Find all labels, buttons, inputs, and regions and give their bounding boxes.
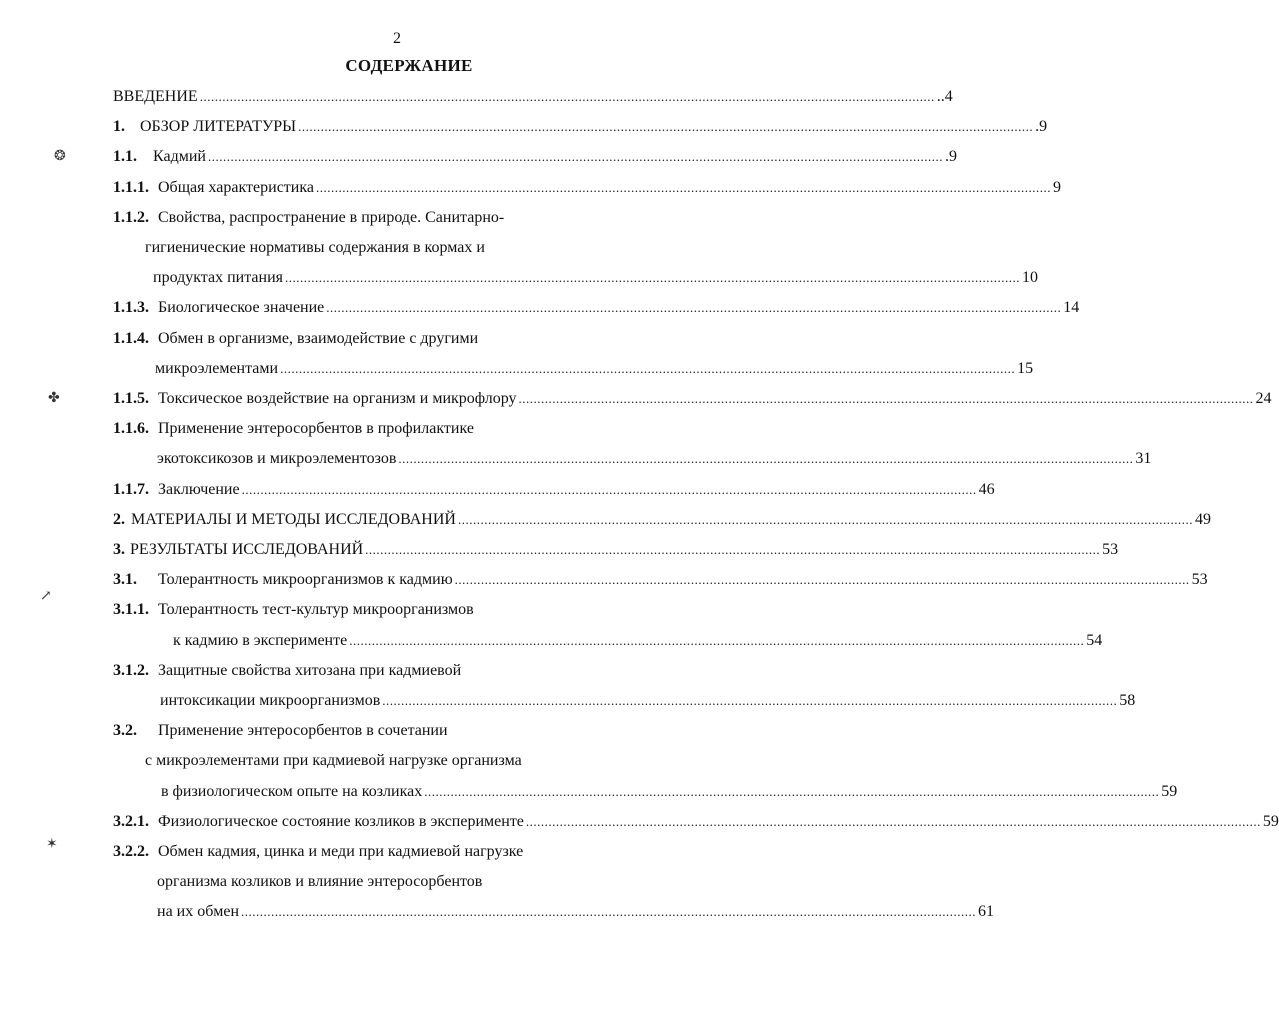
toc-dot-leader: ....................................................................................................................................................................................................: [454, 572, 1190, 588]
toc-entry-text: ВВЕДЕНИЕ: [113, 88, 198, 105]
toc-entry-text: Общая характеристика: [158, 178, 314, 196]
toc-line: [113, 237, 669, 259]
toc-page-number: ..4: [936, 88, 953, 105]
toc-line: [113, 297, 1080, 319]
toc-dot-leader: ....................................................................................................................................................................................................: [518, 391, 1254, 406]
toc-entry-text: микроэлементами: [155, 359, 279, 377]
toc-line: [113, 418, 669, 440]
toc-line: [113, 690, 1136, 712]
toc-entry-text: в физиологическом опыте на козликах: [161, 782, 423, 800]
toc-entry-number: 1.1.3.: [113, 299, 149, 317]
toc-line: [113, 539, 1119, 561]
toc-page-number: 59: [1262, 812, 1279, 830]
toc-entry-text: к кадмию в эксперименте: [173, 631, 348, 649]
toc-entry-number: 3.: [113, 541, 125, 558]
toc-entry-text: РЕЗУЛЬТАТЫ ИССЛЕДОВАНИЙ: [130, 541, 364, 558]
toc-page-number: 10: [1022, 269, 1038, 287]
toc-dot-leader: ....................................................................................................................................................................................................: [298, 119, 1034, 135]
toc-line: [113, 569, 1208, 591]
toc-entry-text: на их обмен: [157, 903, 239, 921]
toc-title: СОДЕРЖАНИЕ: [345, 56, 473, 75]
toc-line: [113, 750, 669, 772]
toc-entry-text: Свойства, распространение в природе. Санитарно-: [158, 208, 505, 226]
toc-entry-text: Толерантность тест-культур микроорганизмов: [158, 601, 474, 619]
toc-entry-number: 3.2.2.: [113, 843, 149, 860]
toc-dot-leader: ....................................................................................................................................................................................................: [285, 270, 1020, 286]
toc-line: [113, 86, 953, 108]
toc-page-number: 49: [1194, 510, 1211, 528]
toc-line: [113, 509, 1211, 531]
toc-line: [113, 841, 669, 863]
toc-line: [113, 660, 669, 682]
toc-page-number: .9: [944, 148, 957, 166]
toc-line: [113, 599, 669, 621]
toc-entry-number: 1.1.2.: [113, 208, 149, 226]
toc-entry-text: интоксикации микроорганизмов: [160, 692, 381, 709]
toc-line: [113, 328, 669, 350]
toc-entry-text: ОБЗОР ЛИТЕРАТУРЫ: [140, 118, 297, 136]
toc-entry-number: 1.1.7.: [113, 480, 149, 498]
toc-dot-leader: ....................................................................................................................................................................................................: [241, 904, 976, 920]
toc-dot-leader: ....................................................................................................................................................................................................: [315, 179, 1051, 195]
toc-line: [113, 146, 957, 168]
toc-entry-number: 1.1.5.: [113, 390, 149, 407]
toc-line: [113, 358, 1034, 380]
toc-dot-leader: ....................................................................................................................................................................................................: [457, 511, 1193, 527]
toc-entry-text: Применение энтеросорбентов в профилактике: [158, 420, 474, 438]
toc-line: [113, 901, 994, 923]
toc-dot-leader: ....................................................................................................................................................................................................: [525, 813, 1261, 829]
toc-line: [113, 116, 1048, 138]
toc-line: [113, 720, 669, 742]
toc-entry-number: 3.1.: [113, 571, 137, 589]
toc-entry-number: 3.2.: [113, 722, 137, 740]
toc-dot-leader: ....................................................................................................................................................................................................: [326, 300, 1062, 316]
toc-entry-text: Обмен в организме, взаимодействие с другими: [158, 329, 479, 347]
toc-page-number: 15: [1017, 359, 1034, 377]
toc-entry-number: 3.2.1.: [113, 812, 149, 830]
toc-page-number: 59: [1161, 782, 1178, 800]
toc-dot-leader: ....................................................................................................................................................................................................: [207, 149, 943, 165]
toc-dot-leader: ....................................................................................................................................................................................................: [280, 360, 1016, 376]
toc-line: [113, 448, 1152, 470]
toc-entry-text: продуктах питания: [153, 269, 283, 287]
toc-page-number: 31: [1135, 450, 1152, 468]
toc-page-number: .9: [1035, 118, 1048, 136]
toc-entry-text: с микроэлементами при кадмиевой нагрузке организма: [145, 752, 522, 770]
toc-entry-number: 3.1.2.: [113, 661, 149, 679]
toc-entry-text: Физиологическое состояние козликов в эксперименте: [158, 812, 524, 830]
toc-entry-text: Применение энтеросорбентов в сочетании: [158, 722, 448, 740]
toc-line: [113, 811, 1279, 833]
toc-page-number: 53: [1191, 571, 1208, 589]
toc-line: [113, 781, 1178, 803]
margin-scribble-icon: ↗: [40, 589, 52, 604]
toc-line: [113, 871, 669, 893]
toc-dot-leader: ....................................................................................................................................................................................................: [398, 451, 1134, 467]
toc-page-number: 14: [1063, 299, 1080, 317]
toc-entry-text: гигиенические нормативы содержания в кормах и: [145, 239, 485, 256]
toc-dot-leader: ....................................................................................................................................................................................................: [382, 693, 1118, 708]
toc-line: [113, 267, 1038, 289]
toc-page-number: 46: [978, 480, 995, 498]
toc-entry-number: 1.: [113, 118, 125, 136]
toc-line: [113, 207, 669, 229]
toc-entry-text: Заключение: [158, 480, 240, 498]
toc-entry-text: Защитные свойства хитозана при кадмиевой: [158, 661, 462, 679]
toc-entry-number: 1.1.4.: [113, 329, 149, 347]
toc-entry-text: Обмен кадмия, цинка и меди при кадмиевой нагрузке: [158, 843, 524, 860]
toc-page-number: 24: [1255, 390, 1272, 407]
toc-entry-text: МАТЕРИАЛЫ И МЕТОДЫ ИССЛЕДОВАНИЙ: [131, 510, 456, 528]
toc-entry-number: 1.1.1.: [113, 178, 149, 196]
toc-line: [113, 630, 1103, 652]
toc-entry-text: организма козликов и влияние энтеросорбентов: [157, 873, 483, 891]
toc-page-number: 9: [1052, 178, 1061, 196]
toc-dot-leader: ....................................................................................................................................................................................................: [365, 542, 1101, 557]
toc-line: [113, 479, 995, 501]
toc-entry-text: Толерантность микроорганизмов к кадмию: [158, 571, 453, 589]
toc-page-number: 61: [978, 903, 994, 921]
toc-dot-leader: ....................................................................................................................................................................................................: [349, 632, 1085, 648]
toc-entry-number: 3.1.1.: [113, 601, 149, 619]
toc-page-number: 54: [1086, 631, 1103, 649]
toc-page-number: 58: [1119, 692, 1136, 709]
margin-scribble-icon: ❂: [54, 149, 66, 164]
toc-line: [113, 388, 1272, 410]
margin-scribble-icon: ✤: [48, 391, 60, 406]
toc-entry-text: Биологическое значение: [158, 299, 325, 317]
toc-page-number: 53: [1102, 541, 1119, 558]
toc-entry-text: Токсическое воздействие на организм и микрофлору: [158, 390, 517, 407]
toc-line: [113, 177, 1061, 199]
toc-entry-text: экотоксикозов и микроэлементозов: [157, 450, 397, 468]
toc-dot-leader: ....................................................................................................................................................................................................: [199, 89, 935, 104]
margin-scribble-icon: ✶: [46, 837, 58, 852]
toc-dot-leader: ....................................................................................................................................................................................................: [241, 481, 977, 497]
toc-entry-number: 1.1.6.: [113, 420, 149, 438]
page-number: 2: [393, 30, 401, 47]
toc-entry-number: 2.: [113, 510, 125, 528]
toc-entry-number: 1.1.: [113, 148, 137, 166]
toc-entry-text: Кадмий: [153, 148, 206, 166]
toc-dot-leader: ....................................................................................................................................................................................................: [424, 783, 1160, 799]
